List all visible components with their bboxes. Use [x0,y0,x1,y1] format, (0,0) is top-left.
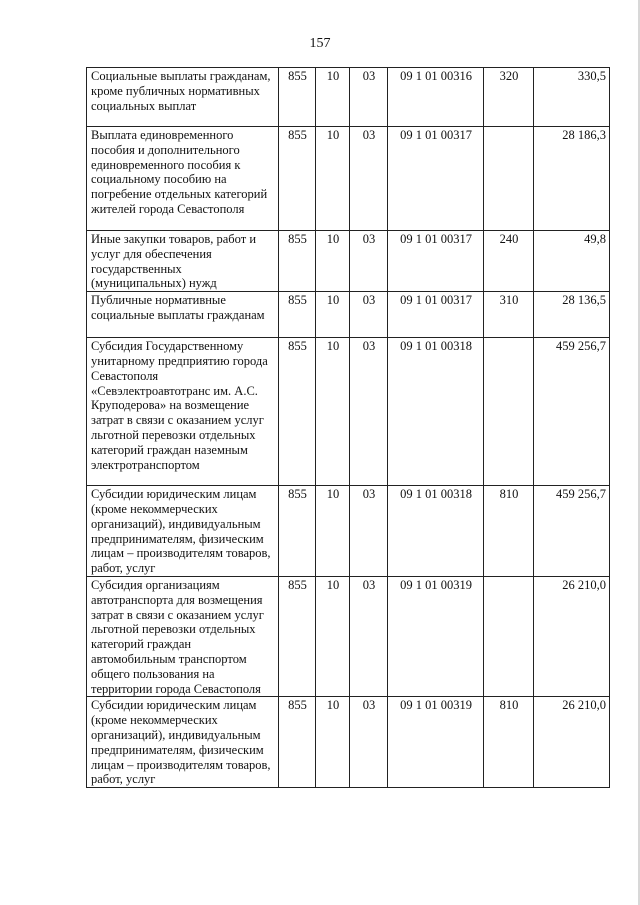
row-amount: 28 186,3 [534,127,610,231]
row-name: Субсидии юридическим лицам (кроме некоммерческих организаций), индивидуальным предпринимателям, физическим лицам – производителям товаров, работ, услуг [87,697,279,788]
row-name: Социальные выплаты гражданам, кроме публичных нормативных социальных выплат [87,68,279,127]
row-name: Субсидии юридическим лицам (кроме некоммерческих организаций), индивидуальным предпринимателям, физическим лицам – производителям товаров, работ, услуг [87,486,279,577]
row-ministry-code: 855 [279,576,316,696]
table-row [87,576,610,696]
row-ministry-code: 855 [279,127,316,231]
row-amount: 330,5 [534,68,610,127]
row-section-code: 10 [316,697,350,788]
row-target-code: 09 1 01 00318 [388,338,484,486]
row-name: Выплата единовременного пособия и дополнительного единовременного пособия к социальному пособию на погребение отдельных категорий жителей города Севастополя [87,127,279,231]
row-target-code: 09 1 01 00317 [388,231,484,292]
row-amount: 26 210,0 [534,576,610,696]
row-target-code: 09 1 01 00316 [388,68,484,127]
row-subsection-code: 03 [350,486,388,577]
table-row [87,68,610,127]
row-target-code: 09 1 01 00319 [388,576,484,696]
row-ministry-code: 855 [279,486,316,577]
row-expense-type [484,338,534,486]
row-section-code: 10 [316,127,350,231]
row-expense-type [484,127,534,231]
row-name: Субсидия Государственному унитарному предприятию города Севастополя «Севэлектроавтотранс им. А.С. Круподерова» на возмещение затрат в связи с оказанием услуг льготной перевозки отдельных категорий граждан наземным электротранспортом [87,338,279,486]
table-row [87,697,610,788]
row-subsection-code: 03 [350,338,388,486]
row-expense-type [484,576,534,696]
table-row [87,338,610,486]
row-expense-type: 310 [484,292,534,338]
row-section-code: 10 [316,292,350,338]
row-section-code: 10 [316,68,350,127]
budget-table [86,67,610,788]
row-target-code: 09 1 01 00317 [388,127,484,231]
row-expense-type: 810 [484,697,534,788]
row-ministry-code: 855 [279,292,316,338]
row-name: Иные закупки товаров, работ и услуг для обеспечения государственных (муниципальных) нужд [87,231,279,292]
table-row [87,486,610,577]
row-ministry-code: 855 [279,68,316,127]
row-section-code: 10 [316,576,350,696]
row-expense-type: 810 [484,486,534,577]
row-amount: 26 210,0 [534,697,610,788]
row-amount: 459 256,7 [534,486,610,577]
row-subsection-code: 03 [350,231,388,292]
row-target-code: 09 1 01 00317 [388,292,484,338]
row-target-code: 09 1 01 00318 [388,486,484,577]
row-ministry-code: 855 [279,231,316,292]
row-expense-type: 240 [484,231,534,292]
table-row [87,231,610,292]
row-subsection-code: 03 [350,127,388,231]
page-number: 157 [309,36,331,51]
row-amount: 28 136,5 [534,292,610,338]
row-expense-type: 320 [484,68,534,127]
table-row [87,127,610,231]
row-name: Публичные нормативные социальные выплаты гражданам [87,292,279,338]
table-row [87,292,610,338]
row-subsection-code: 03 [350,576,388,696]
row-section-code: 10 [316,338,350,486]
row-subsection-code: 03 [350,292,388,338]
row-name: Субсидия организациям автотранспорта для возмещения затрат в связи с оказанием услуг льготной перевозки отдельных категорий граждан автомобильным транспортом общего пользования на территории города Севастополя [87,576,279,696]
row-section-code: 10 [316,231,350,292]
row-target-code: 09 1 01 00319 [388,697,484,788]
row-subsection-code: 03 [350,68,388,127]
row-ministry-code: 855 [279,697,316,788]
row-ministry-code: 855 [279,338,316,486]
row-section-code: 10 [316,486,350,577]
row-subsection-code: 03 [350,697,388,788]
row-amount: 49,8 [534,231,610,292]
row-amount: 459 256,7 [534,338,610,486]
